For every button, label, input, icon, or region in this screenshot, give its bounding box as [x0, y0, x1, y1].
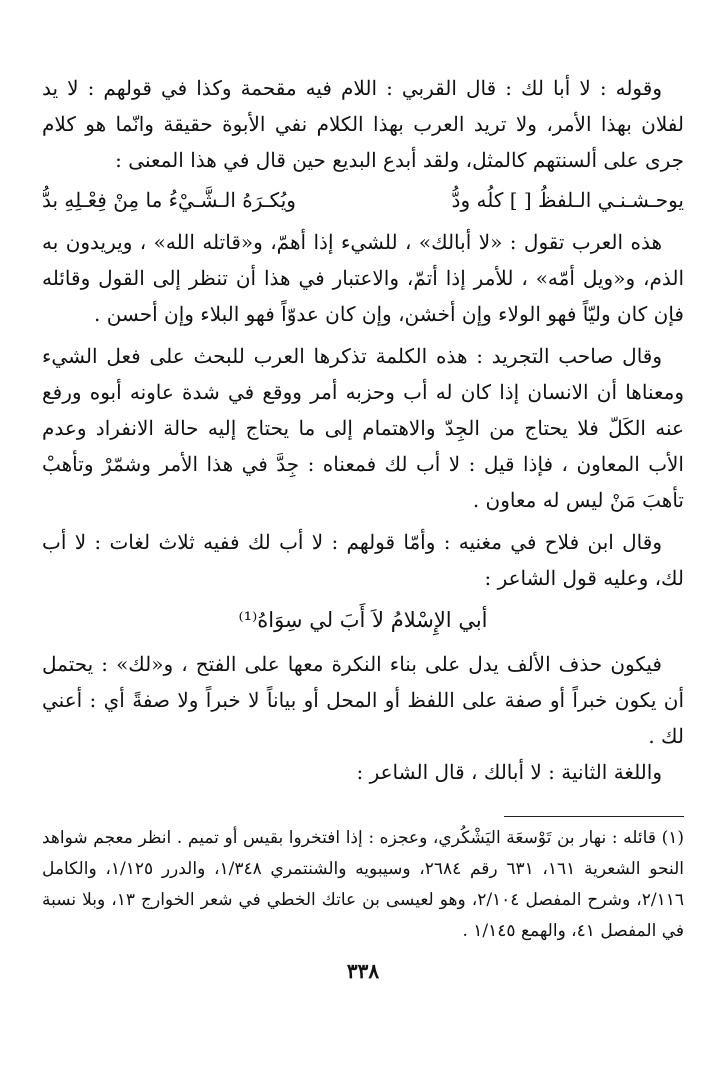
verse-1-first-hemistich: يوحـشـنـي الـلفظُ [ ] كلُه ودُّ: [451, 188, 684, 212]
paragraph-5: فيكون حذف الألف يدل على بناء النكرة معها على الفتح ، و«لك» : يحتمل أن يكون خبراً أو صفة على اللفظ أو المحل أو بياناً لا خبراً ولا صفةً أي : أعني لك .: [42, 652, 684, 748]
verse-1: [42, 180, 684, 220]
paragraph-3: وقال صاحب التجريد : هذه الكلمة تذكرها العرب للبحث على فعل الشيء ومعناها أن الانسان إذا كان له أب وحزبه أمر ووقع في شدة عاونه أبوه ورفع عنه الكَلّ فلا يحتاج من الجِدّ والاهتمام إلى ما يحتاج إليه حالة الانفراد وعدم الأب المعاون ، فإذا قيل : لا أب لك فمعناه : جِدَّ في هذا الأمر وشمّرْ وتأهبْ تأهبَ مَنْ ليس له معاون .: [42, 344, 684, 512]
paragraph-1: وقوله : لا أبا لك : قال القربي : اللام فيه مقحمة وكذا في قولهم : لا يد لفلان بهذا الأمر، ولا تريد العرب بهذا الكلام نفي الأبوة حقيقة وانّما هو كلام جرى على ألسنتهم كالمثل، ولقد أبدع البديع حين قال في هذا المعنى :: [42, 76, 684, 172]
footnote: (١) قائله : نهار بن تَوْسعَة اليَشْكُري، وعجزه : إذا افتخروا بقيس أو تميم . انظر معجم شواهد النحو الشعرية ١٦١، ٦٣١ رقم ٢٦٨٤، وسيبويه والشنتمري ١/٣٤٨، والدرر ١/١٢٥، والكامل ٢/١١٦، وشرح المفصل ٢/١٠٤، وهو لعيسى بن عاتك الخطي في شعر الخوارج ١٣، وبلا نسبة في المفصل ٤١، والهمع ١/١٤٥ .: [42, 828, 685, 941]
paragraph-2: هذه العرب تقول : «لا أبالك» ، للشيء إذا أهمّ، و«قاتله الله» ، ويريدون به الذم، و«ويل أمّه» ، للأمر إذا أتمّ، والاعتبار في هذا أن تنظر إلى القول وقائله فإن كان وليّاً فهو الولاء وإن أخشن، وإن كان عدوّاً فهو البلاء وإن أحسن .: [42, 230, 684, 326]
paragraph-4: وقال ابن فلاح في مغنيه : وأمّا قولهم : لا أب لك ففيه ثلاث لغات : لا أب لك، وعليه قول الشاعر :: [42, 530, 684, 590]
verse-2: أبي الإِسْلامُ لاَ أَبَ لي سِوَاهُ⁽¹⁾: [238, 608, 488, 632]
main-text: [42, 70, 684, 790]
verse-1-second-hemistich: ويُكـرَهُ الـشَّـيْءُ ما مِنْ فِعْـلِهِ بدُّ: [42, 188, 296, 212]
paragraph-6: واللغة الثانية : لا أبالك ، قال الشاعر :: [356, 760, 662, 784]
footnote-separator: [504, 816, 684, 817]
page-number: ٣٣٨: [346, 959, 380, 983]
